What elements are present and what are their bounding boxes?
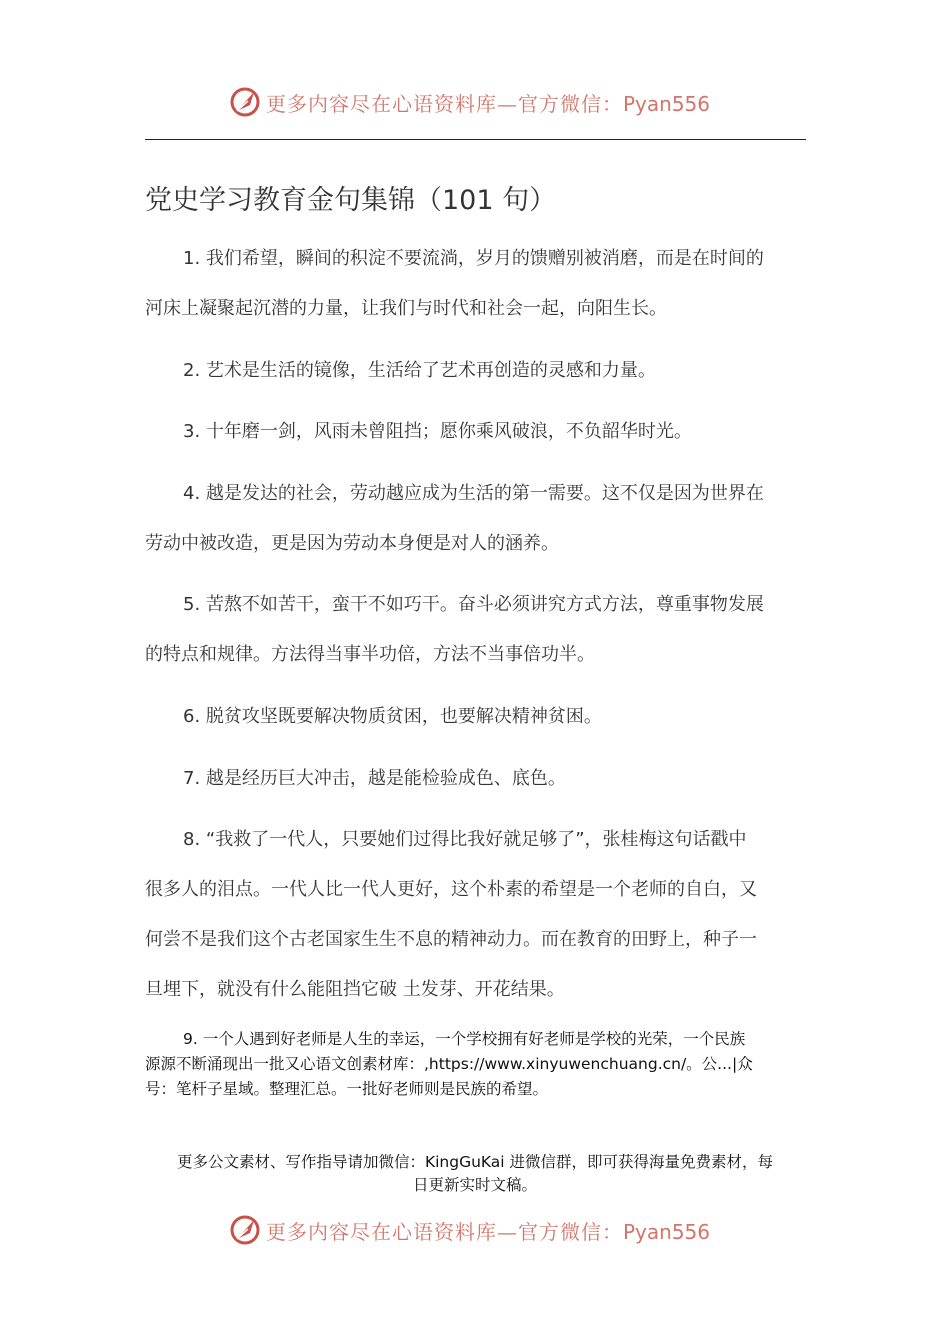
footer-note-line: 更多公文素材、写作指导请加微信：KingGuKai 进微信群，即可获得海量免费素材，每: [176, 1153, 774, 1171]
paragraph-line: 河床上凝聚起沉潜的力量，让我们与时代和社会一起，向阳生长。: [145, 298, 667, 319]
paragraph-line: 何尝不是我们这个古老国家生生不息的精神动力。而在教育的田野上，种子一: [145, 929, 757, 950]
paragraph-5: [145, 580, 805, 680]
paragraph-line: 3. 十年磨一剑，风雨未曾阻挡；愿你乘风破浪，不负韶华时光。: [183, 421, 692, 442]
paragraph-line: 8. “我救了一代人，只要她们过得比我好就足够了”，张桂梅这句话戳中: [183, 829, 747, 850]
paragraph-3: [145, 407, 805, 457]
paragraph-line: 9. 一个人遇到好老师是人生的幸运，一个学校拥有好老师是学校的光荣，一个民族: [183, 1030, 746, 1048]
paragraph-8: [145, 815, 805, 1015]
footer-banner-text: 更多内容尽在心语资料库—官方微信：: [266, 1219, 623, 1244]
paragraph-6: [145, 692, 805, 742]
paragraph-line: 5. 苦熬不如苦干，蛮干不如巧干。奋斗必须讲究方式方法，尊重事物发展: [183, 594, 764, 615]
paragraph-line: 2. 艺术是生活的镜像，生活给了艺术再创造的灵感和力量。: [183, 360, 656, 381]
paragraph-line: 的特点和规律。方法得当事半功倍，方法不当事倍功半。: [145, 644, 595, 665]
quill-logo-icon: [228, 1213, 262, 1247]
paragraph-4: [145, 469, 805, 569]
paragraph-line: 1. 我们希望，瞬间的积淀不要流淌，岁月的馈赠别被消磨，而是在时间的: [183, 248, 764, 269]
paragraph-1: [145, 234, 805, 334]
paragraph-line: 很多人的泪点。一代人比一代人更好，这个朴素的希望是一个老师的自白，又: [145, 879, 757, 900]
footer-banner: [0, 1208, 950, 1252]
paragraph-line: 源源不断涌现出一批又心语文创素材库：,https://www.xinyuwenchuang.cn/。公...|众: [145, 1055, 753, 1073]
footer-wechat-id: Pyan556: [623, 1219, 711, 1244]
paragraph-9: [145, 1027, 805, 1102]
footer-note: [145, 1151, 805, 1197]
document-title: 党史学习教育金句集锦（101 句）: [145, 185, 557, 216]
paragraph-line: 6. 脱贫攻坚既要解决物质贫困，也要解决精神贫困。: [183, 706, 602, 727]
header-banner: [0, 80, 950, 124]
paragraph-line: 旦埋下，就没有什么能阻挡它破 土发芽、开花结果。: [145, 979, 565, 1000]
paragraph-7: [145, 754, 805, 804]
header-divider: [145, 139, 806, 140]
footer-note-line: 日更新实时文稿。: [412, 1176, 537, 1194]
header-wechat-id: Pyan556: [623, 91, 711, 116]
paragraph-line: 4. 越是发达的社会，劳动越应成为生活的第一需要。这不仅是因为世界在: [183, 483, 764, 504]
header-banner-text: 更多内容尽在心语资料库—官方微信：: [266, 91, 623, 116]
paragraph-line: 号：笔杆子星域。整理汇总。一批好老师则是民族的希望。: [145, 1080, 549, 1098]
paragraph-2: [145, 346, 805, 396]
paragraph-line: 7. 越是经历巨大冲击，越是能检验成色、底色。: [183, 768, 566, 789]
paragraph-line: 劳动中被改造，更是因为劳动本身便是对人的涵养。: [145, 533, 559, 554]
quill-logo-icon: [228, 85, 262, 119]
